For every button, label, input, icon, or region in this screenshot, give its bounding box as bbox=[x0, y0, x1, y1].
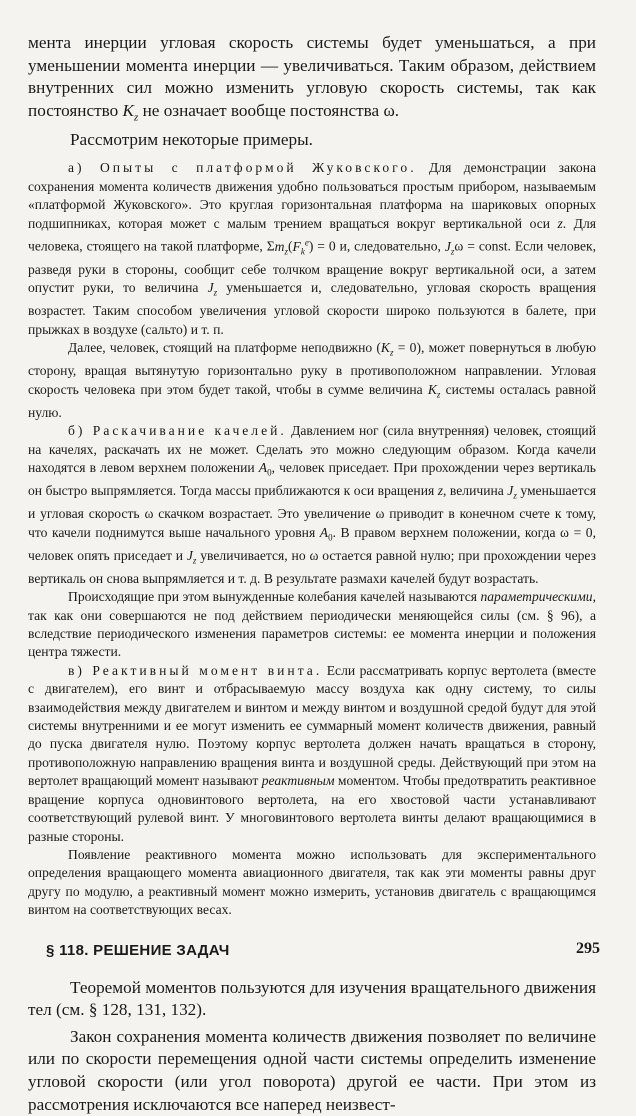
example-a-heading: а) Опыты с платформой Жуковского. bbox=[68, 160, 417, 176]
example-c-paragraph-2: Появление реактивного момента можно использовать для экспериментального определения вращающего момента авиационного двигателя, так как эти моменты равны друг другу по модулю, а реактивный момент можно измерить, установив двигатель с вращающимся винтом на соответствующих весах. bbox=[28, 846, 596, 918]
section-paragraph-1: Теоремой моментов пользуются для изучения вращательного движения тел (см. § 128, 131, 132). bbox=[28, 977, 596, 1020]
example-a-paragraph: а) Опыты с платформой Жуковского. Для демонстрации закона сохранения момента количеств движения удобно пользоваться простым прибором, называемым «платформой Жуковского». Это круглая горизонтальная платформа на шариковых опорных подшипниках, которая может с малым трением вращаться вокруг вертикальной оси z. Для человека, стоящего на такой платформе, $\Sigma m_z(F_k^e) = 0$ и, следовательно, $J_z\omega$ = const. Если человек, разведя руки в стороны, сообщит себе толчком вращение вокруг вертикальной оси, а затем опустит руки, то величина $J_z$ уменьшается и, следовательно, угловая скорость вращения возрастет. Таким способом увеличения угловой скорости широко пользуются в балете, при прыжках в воздухе (сальто) и т. п. bbox=[28, 160, 596, 337]
example-b-paragraph-2 bbox=[28, 588, 596, 662]
example-c-heading: в) Реактивный момент винта. bbox=[68, 662, 323, 678]
example-b-2-emphasis: параметрическими bbox=[480, 589, 593, 605]
page-number: 295 bbox=[576, 940, 600, 957]
example-a-paragraph-2: Далее, человек, стоящий на платформе неподвижно $(K_z = 0)$, может повернуться в любую сторону, вращая вытянутую горизонтально руку в противоположном направлении. Угловая скорость человека при этом будет такой, чтобы в сумме величина $K_z$ системы осталась равной нулю. bbox=[28, 340, 596, 420]
section-paragraph-2: Закон сохранения момента количеств движения позволяет по величине или по скорости перемещения одной части системы определить изменение угловой скорости (или угол поворота) другой ее части. При этом из рассмотрения исключаются все наперед неизвест- bbox=[28, 1026, 596, 1114]
example-b-paragraph: б) Раскачивание качелей. Давлением ног (сила внутренняя) человек, стоящий на качелях, раскачать их не может. Сделать это можно следующим образом. Когда качели находятся в левом верхнем положении $A_0$, человек приседает. При прохождении через вертикаль он быстро выпрямляется. Тогда массы приближаются к оси вращения z, величина $J_z$ уменьшается и угловая скорость ω скачком возрастает. Это увеличение ω приводит в конечном счете к тому, что качели поднимутся выше начального уровня $A_0$. В правом верхнем положении, когда ω = 0, человек опять приседает и $J_z$ увеличивается, но ω остается равной нулю; при прохождении через вертикаль он снова выпрямляется и т. д. В результате размахи качелей будут возрастать. bbox=[28, 423, 596, 586]
intro-line: Рассмотрим некоторые примеры. bbox=[70, 129, 313, 149]
top-paragraph: мента инерции угловая скорость системы будет уменьшаться, а при уменьшении момента инерции — увеличиваться. Таким образом, действием внутренних сил можно изменить угловую скорость системы, так как постоянство $K_z$ не означает вообще постоянства ω. bbox=[28, 33, 596, 124]
page-body bbox=[28, 32, 596, 1116]
example-c-pre: Если рассматривать корпус вертолета (вместе с двигателем), его винт и отбрасываемую массу воздуха как одну систему, то силы взаимодействия между двигателем и винтом и между винтом и воздушной средой будут для этой системы внутренними и ее могут изменить ее суммарный момент количеств движения, равный до пуска двигателя нулю. Поэтому корпус вертолета должен начать вращаться в сторону, противоположную направлению вращения винта и воздушной среды. Действующий при этом на вертолет вращающий момент называют bbox=[28, 662, 597, 789]
example-c-emphasis: реактивным bbox=[261, 773, 335, 789]
example-b-2-pre: Происходящие при этом вынужденные колебания качелей называются bbox=[68, 589, 481, 605]
example-b bbox=[28, 422, 596, 662]
example-b-heading: б) Раскачивание качелей. bbox=[68, 423, 287, 439]
example-a bbox=[28, 159, 596, 422]
example-c bbox=[28, 662, 596, 920]
section-title: § 118. РЕШЕНИЕ ЗАДАЧ bbox=[46, 941, 230, 959]
example-c-post: моментом. Чтобы предотвратить реактивное вращение корпуса одновинтового вертолета, на его хвостовой части устанавливают соответствующий рулевой винт. У многовинтового вертолета винты делают вращающимися в разные стороны. bbox=[28, 773, 597, 844]
example-b-2-post: , так как они совершаются не под действием периодически меняющейся силы (см. § 96), а вследствие периодического изменения параметров системы: ее момента инерции и положения центра тяжести. bbox=[28, 589, 596, 660]
example-c-paragraph bbox=[28, 662, 596, 846]
